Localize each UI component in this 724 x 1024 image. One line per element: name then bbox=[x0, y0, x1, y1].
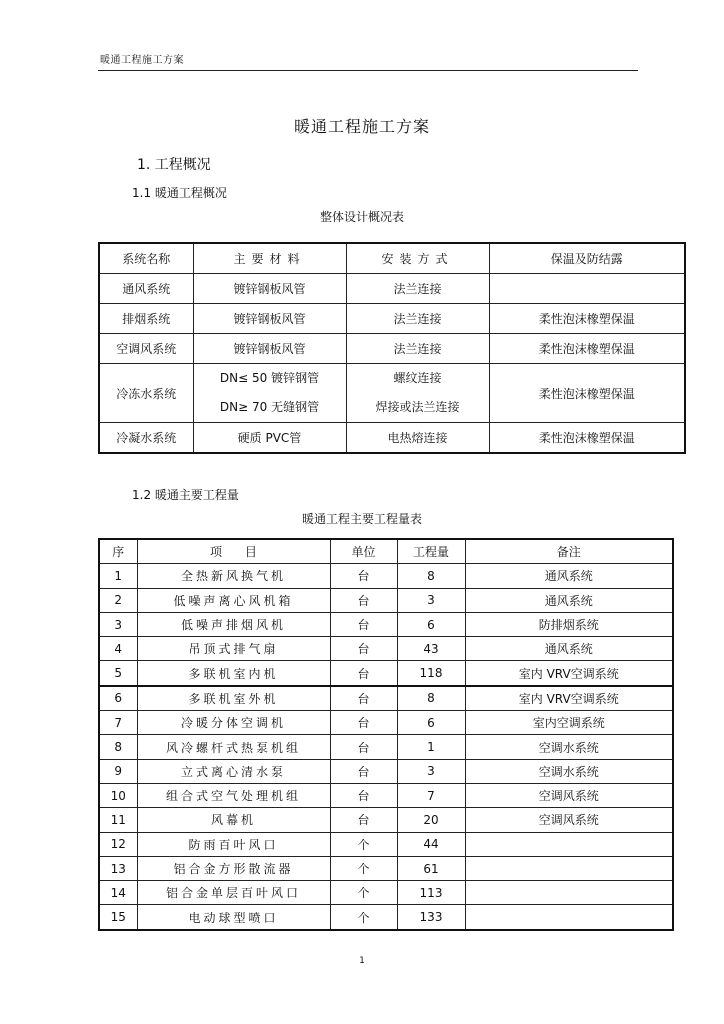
table-row bbox=[99, 334, 685, 364]
unit-cell: 台 bbox=[330, 759, 397, 783]
install-cell: 法兰连接 bbox=[346, 304, 489, 334]
unit-cell: 台 bbox=[330, 564, 397, 588]
material-cell: 镀锌钢板风管 bbox=[193, 334, 346, 364]
item-name-cell: 多联机室外机 bbox=[137, 686, 330, 711]
note-cell: 室内 VRV空调系统 bbox=[465, 686, 673, 711]
quantity-cell: 133 bbox=[397, 905, 465, 930]
note-cell: 空调水系统 bbox=[465, 735, 673, 759]
quantity-cell: 3 bbox=[397, 588, 465, 612]
table-row bbox=[99, 612, 673, 636]
item-name-cell: 防雨百叶风口 bbox=[137, 832, 330, 856]
row-number-cell: 4 bbox=[99, 637, 137, 661]
row-number-cell: 5 bbox=[99, 661, 137, 686]
row-number-cell: 13 bbox=[99, 856, 137, 880]
note-cell: 通风系统 bbox=[465, 637, 673, 661]
unit-cell: 台 bbox=[330, 637, 397, 661]
quantity-cell: 3 bbox=[397, 759, 465, 783]
item-name-cell: 全热新风换气机 bbox=[137, 564, 330, 588]
header-cell: 安装方式 bbox=[346, 243, 489, 274]
note-cell: 通风系统 bbox=[465, 588, 673, 612]
unit-cell: 台 bbox=[330, 661, 397, 686]
insulation-cell: 柔性泡沫橡塑保温 bbox=[489, 423, 685, 454]
note-cell: 室内 VRV空调系统 bbox=[465, 661, 673, 686]
quantities-table bbox=[98, 538, 674, 931]
install-line: 螺纹连接 bbox=[393, 371, 442, 385]
note-cell bbox=[465, 832, 673, 856]
header-rule bbox=[98, 70, 638, 71]
quantity-cell: 8 bbox=[397, 564, 465, 588]
unit-cell: 台 bbox=[330, 735, 397, 759]
section-heading: 1. 工程概况 bbox=[137, 157, 211, 173]
subsection-heading-overview: 1.1 暖通工程概况 bbox=[132, 186, 227, 200]
material-cell: 镀锌钢板风管 bbox=[193, 274, 346, 304]
quantity-cell: 43 bbox=[397, 637, 465, 661]
insulation-cell: 柔性泡沫橡塑保温 bbox=[489, 304, 685, 334]
table-caption-quantities: 暖通工程主要工程量表 bbox=[301, 512, 422, 526]
note-cell: 通风系统 bbox=[465, 564, 673, 588]
table-row bbox=[99, 905, 673, 930]
quantity-cell: 118 bbox=[397, 661, 465, 686]
table-row bbox=[99, 808, 673, 832]
unit-cell: 个 bbox=[330, 905, 397, 930]
material-line: DN≤ 50 镀锌钢管 bbox=[219, 371, 320, 385]
header-cell: 序 bbox=[99, 539, 137, 564]
note-cell bbox=[465, 881, 673, 905]
row-number-cell: 10 bbox=[99, 783, 137, 807]
table-caption-design-overview: 整体设计概况表 bbox=[319, 210, 404, 224]
note-cell: 空调风系统 bbox=[465, 808, 673, 832]
table-row bbox=[99, 637, 673, 661]
header-cell: 主要材料 bbox=[193, 243, 346, 274]
unit-cell: 个 bbox=[330, 881, 397, 905]
table-row bbox=[99, 423, 685, 454]
page-number: 1 bbox=[359, 956, 365, 966]
table-header-row bbox=[99, 539, 673, 564]
install-cell: 法兰连接 bbox=[346, 334, 489, 364]
note-cell: 空调风系统 bbox=[465, 783, 673, 807]
row-number-cell: 8 bbox=[99, 735, 137, 759]
row-number-cell: 9 bbox=[99, 759, 137, 783]
quantity-cell: 7 bbox=[397, 783, 465, 807]
quantity-cell: 1 bbox=[397, 735, 465, 759]
material-cell: 镀锌钢板风管 bbox=[193, 304, 346, 334]
header-cell: 单位 bbox=[330, 539, 397, 564]
header-cell: 工程量 bbox=[397, 539, 465, 564]
row-number-cell: 7 bbox=[99, 711, 137, 735]
row-number-cell: 2 bbox=[99, 588, 137, 612]
table-row bbox=[99, 881, 673, 905]
unit-cell: 台 bbox=[330, 783, 397, 807]
item-name-cell: 铝合金单层百叶风口 bbox=[137, 881, 330, 905]
install-cell: 电热熔连接 bbox=[346, 423, 489, 454]
table-row bbox=[99, 783, 673, 807]
item-name-cell: 立式离心清水泵 bbox=[137, 759, 330, 783]
unit-cell: 个 bbox=[330, 832, 397, 856]
quantity-cell: 113 bbox=[397, 881, 465, 905]
table-row bbox=[99, 364, 685, 423]
note-cell: 防排烟系统 bbox=[465, 612, 673, 636]
insulation-cell: 柔性泡沫橡塑保温 bbox=[489, 334, 685, 364]
table-row bbox=[99, 564, 673, 588]
unit-cell: 台 bbox=[330, 686, 397, 711]
table-row bbox=[99, 588, 673, 612]
quantity-cell: 6 bbox=[397, 612, 465, 636]
install-cell: 法兰连接 bbox=[346, 274, 489, 304]
quantity-cell: 6 bbox=[397, 711, 465, 735]
header-cell: 项 目 bbox=[137, 539, 330, 564]
table-row bbox=[99, 856, 673, 880]
table-row bbox=[99, 735, 673, 759]
row-number-cell: 14 bbox=[99, 881, 137, 905]
item-name-cell: 吊顶式排气扇 bbox=[137, 637, 330, 661]
item-name-cell: 风冷螺杆式热泵机组 bbox=[137, 735, 330, 759]
material-line: DN≥ 70 无缝钢管 bbox=[219, 400, 320, 414]
unit-cell: 台 bbox=[330, 711, 397, 735]
table-row bbox=[99, 832, 673, 856]
header-cell: 系统名称 bbox=[99, 243, 193, 274]
row-number-cell: 12 bbox=[99, 832, 137, 856]
table-row bbox=[99, 661, 673, 686]
insulation-cell: 柔性泡沫橡塑保温 bbox=[489, 364, 685, 423]
document-title: 暖通工程施工方案 bbox=[293, 117, 430, 136]
item-name-cell: 风幕机 bbox=[137, 808, 330, 832]
system-name-cell: 空调风系统 bbox=[99, 334, 193, 364]
system-name-cell: 冷凝水系统 bbox=[99, 423, 193, 454]
note-cell bbox=[465, 856, 673, 880]
row-number-cell: 11 bbox=[99, 808, 137, 832]
system-name-cell: 通风系统 bbox=[99, 274, 193, 304]
quantity-cell: 44 bbox=[397, 832, 465, 856]
unit-cell: 台 bbox=[330, 808, 397, 832]
row-number-cell: 3 bbox=[99, 612, 137, 636]
table-header-row bbox=[99, 243, 685, 274]
material-cell: 硬质 PVC管 bbox=[193, 423, 346, 454]
row-number-cell: 15 bbox=[99, 905, 137, 930]
design-overview-table bbox=[98, 242, 686, 454]
running-header: 暖通工程施工方案 bbox=[100, 55, 184, 66]
table-row bbox=[99, 274, 685, 304]
quantity-cell: 8 bbox=[397, 686, 465, 711]
row-number-cell: 6 bbox=[99, 686, 137, 711]
unit-cell: 个 bbox=[330, 856, 397, 880]
insulation-cell bbox=[489, 274, 685, 304]
item-name-cell: 铝合金方形散流器 bbox=[137, 856, 330, 880]
table-row bbox=[99, 686, 673, 711]
item-name-cell: 低噪声离心风机箱 bbox=[137, 588, 330, 612]
table-row bbox=[99, 759, 673, 783]
note-cell: 空调水系统 bbox=[465, 759, 673, 783]
subsection-heading-quantities: 1.2 暖通主要工程量 bbox=[132, 488, 239, 502]
install-line: 焊接或法兰连接 bbox=[375, 400, 460, 414]
note-cell: 室内空调系统 bbox=[465, 711, 673, 735]
note-cell bbox=[465, 905, 673, 930]
table-row bbox=[99, 711, 673, 735]
unit-cell: 台 bbox=[330, 612, 397, 636]
quantity-cell: 61 bbox=[397, 856, 465, 880]
row-number-cell: 1 bbox=[99, 564, 137, 588]
item-name-cell: 组合式空气处理机组 bbox=[137, 783, 330, 807]
item-name-cell: 低噪声排烟风机 bbox=[137, 612, 330, 636]
unit-cell: 台 bbox=[330, 588, 397, 612]
item-name-cell: 电动球型喷口 bbox=[137, 905, 330, 930]
install-cell bbox=[346, 364, 489, 423]
header-cell: 备注 bbox=[465, 539, 673, 564]
header-cell: 保温及防结露 bbox=[489, 243, 685, 274]
item-name-cell: 多联机室内机 bbox=[137, 661, 330, 686]
system-name-cell: 排烟系统 bbox=[99, 304, 193, 334]
material-cell bbox=[193, 364, 346, 423]
quantity-cell: 20 bbox=[397, 808, 465, 832]
table-row bbox=[99, 304, 685, 334]
system-name-cell: 冷冻水系统 bbox=[99, 364, 193, 423]
item-name-cell: 冷暖分体空调机 bbox=[137, 711, 330, 735]
